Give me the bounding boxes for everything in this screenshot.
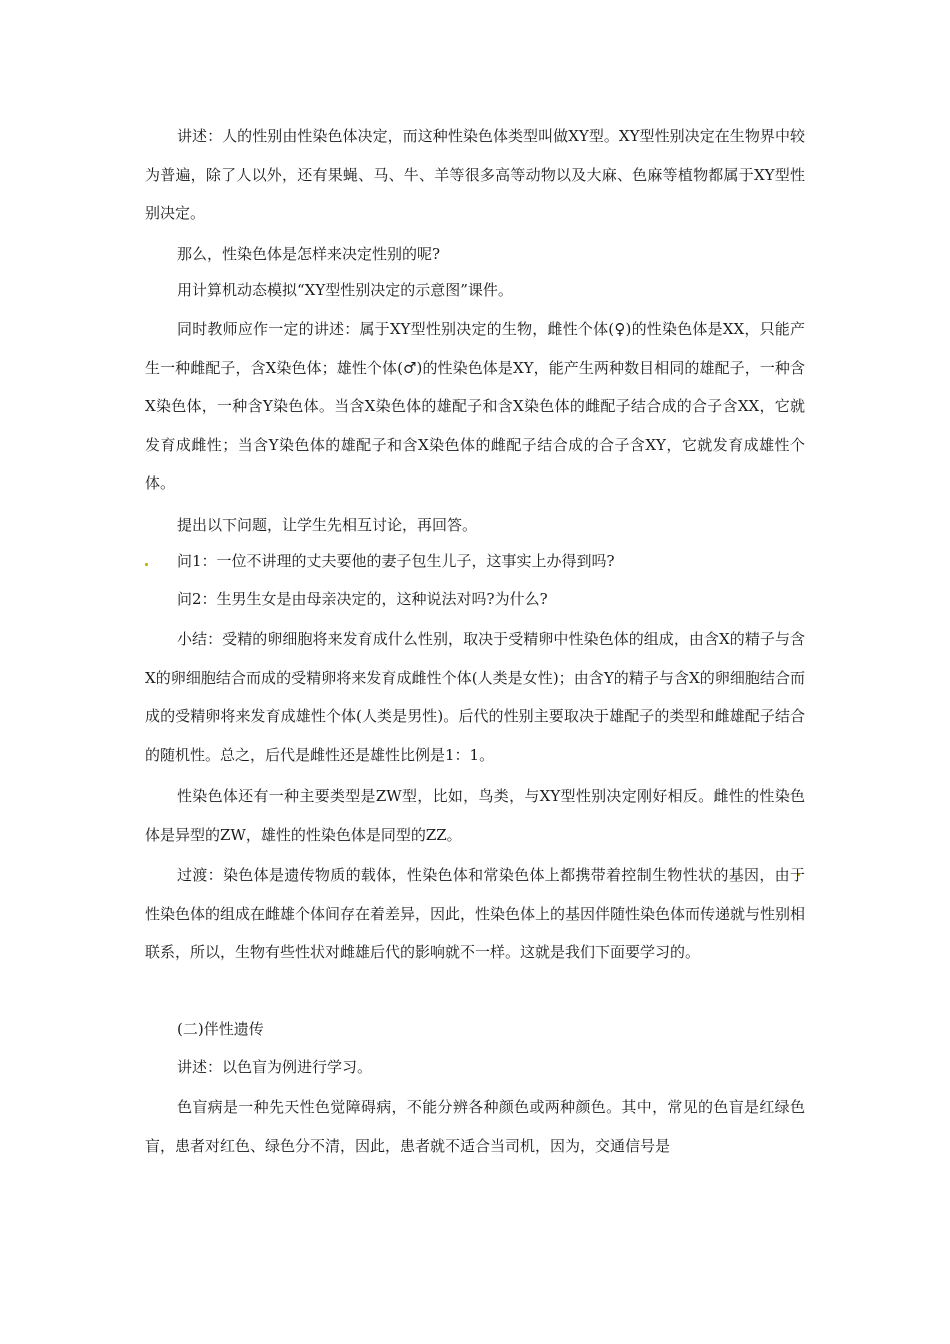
paragraph-teacher-explanation: 同时教师应作一定的讲述：属于XY型性别决定的生物，雌性个体(♀)的性染色体是XX，只能产生一种雌配子，含X染色体；雄性个体(♂)的性染色体是XY，能产生两种数目相同的雄配子，一种含X染色体，一种含Y染色体。当含X染色体的雄配子和含X染色体的雌配子结合成的合子含XX，它就发育成雌性；当含Y染色体的雄配子和含X染色体的雌配子结合成的合子含XY，它就发育成雄性个体。 bbox=[145, 320, 805, 492]
paragraph-zw-type: 性染色体还有一种主要类型是ZW型，比如，鸟类，与XY型性别决定刚好相反。雌性的性染色体是异型的ZW，雄性的性染色体是同型的ZZ。 bbox=[145, 787, 805, 844]
paragraph-transition: 过渡：染色体是遗传物质的载体，性染色体和常染色体上都携带着控制生物性状的基因，由于性染色体的组成在雌雄个体间存在着差异，因此，性染色体上的基因伴随性染色体而传递就与性别相联系，所以，生物有些性状对雌雄后代的影响就不一样。这就是我们下面要学习的。 bbox=[145, 866, 806, 961]
paragraph-simulation: 用计算机动态模拟“XY型性别决定的示意图”课件。 bbox=[177, 281, 513, 299]
paragraph-xy-intro: 讲述：人的性别由性染色体决定，而这种性染色体类型叫做XY型。XY型性别决定在生物界中较为普遍，除了人以外，还有果蝇、马、牛、羊等很多高等动物以及大麻、色麻等植物都属于XY型性别决定。 bbox=[145, 127, 805, 222]
paragraph-color-blind-intro: 讲述：以色盲为例进行学习。 bbox=[177, 1058, 373, 1076]
paragraph-question-1: 问1：一位不讲理的丈夫要他的妻子包生儿子，这事实上办得到吗? bbox=[177, 552, 615, 570]
paragraph-question-how: 那么，性染色体是怎样来决定性别的呢? bbox=[177, 245, 441, 263]
paragraph-question-2: 问2：生男生女是由母亲决定的，这种说法对吗?为什么? bbox=[177, 590, 548, 608]
paragraph-discussion-prompt: 提出以下问题，让学生先相互讨论，再回答。 bbox=[177, 516, 478, 534]
paragraph-color-blindness: 色盲病是一种先天性色觉障碍病，不能分辨各种颜色或两种颜色。其中，常见的色盲是红绿色盲，患者对红色、绿色分不清，因此，患者就不适合当司机，因为，交通信号是 bbox=[145, 1098, 805, 1155]
section-heading-sex-linked: (二)伴性遗传 bbox=[177, 1020, 264, 1038]
paragraph-summary: 小结：受精的卵细胞将来发育成什么性别，取决于受精卵中性染色体的组成，由含X的精子与含X的卵细胞结合而成的受精卵将来发育成雌性个体(人类是女性)；由含Y的精子与含X的卵细胞结合而成的受精卵将来发育成雄性个体(人类是男性)。后代的性别主要取决于雄配子的类型和雌雄配子结合的随机性。总之，后代是雌性还是雄性比例是1：1。 bbox=[145, 630, 805, 764]
